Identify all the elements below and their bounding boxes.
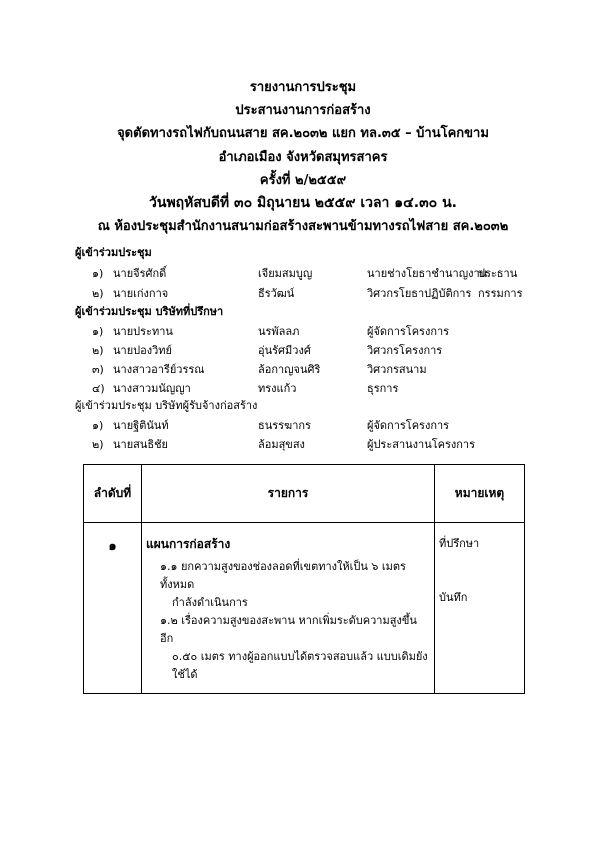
first-name: นายปองวิทย์ <box>113 344 172 357</box>
sub-item-2-text: ๑.๒ เรื่องความสูงของสะพาน หากเพิ่มระดับความสูงขึ้นอีก <box>160 614 417 645</box>
surname: เจียมสมบูญ <box>258 267 313 280</box>
header-order: ลำดับที่ <box>84 465 142 523</box>
position: วิศวกรสนาม <box>367 363 427 376</box>
note-consultant: ที่ปรึกษา <box>439 537 480 550</box>
consultant-heading: ผู้เข้าร่วมประชุม บริษัทที่ปรึกษา <box>75 305 224 318</box>
row-order: ๑ <box>84 523 142 694</box>
first-name: นายจีรศักดิ์ <box>113 267 167 280</box>
attendee-row <box>0 284 606 300</box>
surname: ทรงแก้ว <box>258 382 297 395</box>
position: นายช่างโยธาชำนาญงาน <box>367 267 488 280</box>
note-record: บันทึก <box>439 591 468 604</box>
first-name: นายเก่งกาจ <box>113 287 169 300</box>
position: ผู้จัดการโครงการ <box>367 325 450 338</box>
position: วิศวกรโครงการ <box>367 344 443 357</box>
position: ธุรการ <box>367 382 399 395</box>
row-number: ๒) <box>92 344 104 357</box>
first-name: นายประทาน <box>113 325 173 338</box>
sub-item-2-detail: ๐.๕๐ เมตร ทางผู้ออกแบบได้ตรวจสอบแล้ว แบบเดิมยังใช้ได้ <box>172 650 428 681</box>
consultant-row <box>0 360 606 376</box>
surname: ล้อกาญจนศิริ <box>258 363 321 376</box>
row-item-cell <box>142 523 435 694</box>
first-name: นายสนธิชัย <box>113 438 168 451</box>
position: ผู้จัดการโครงการ <box>367 419 450 432</box>
surname: ธนรรฆากร <box>258 419 311 432</box>
row-number: ๒) <box>92 287 104 300</box>
report-subtitle: ประสานงานการก่อสร้าง <box>235 103 371 118</box>
sub-item-1 <box>146 558 430 612</box>
row-number: ๑) <box>92 267 104 280</box>
project-location: จุดตัดทางรถไฟกับถนนสาย สค.๒๐๓๒ แยก ทล.๓๕ – บ้านโคกขาม <box>117 126 489 141</box>
surname: นรพัลลภ <box>258 325 300 338</box>
position: ผู้ประสานงานโครงการ <box>367 438 476 451</box>
contractor-row <box>0 435 606 451</box>
item-title: แผนการก่อสร้าง <box>146 537 231 551</box>
row-number: ๒) <box>92 438 104 451</box>
header-item: รายการ <box>142 465 435 523</box>
first-name: นางสาวมนัญญา <box>113 382 191 395</box>
agenda-table <box>83 464 525 694</box>
table-row <box>84 523 525 694</box>
table-header-row <box>84 465 525 523</box>
sub-item-1-text: ๑.๑ ยกความสูงของช่องลอดที่เขตทางให้เป็น ๖ เมตร ทั้งหมด <box>160 560 406 591</box>
header-note: หมายเหตุ <box>435 465 525 523</box>
sub-item-1-status: กำลังดำเนินการ <box>172 596 248 609</box>
role: กรรมการ <box>478 287 523 300</box>
meeting-venue: ณ ห้องประชุมสำนักงานสนามก่อสร้างสะพานข้ามทางรถไฟสาย สค.๒๐๓๒ <box>97 219 509 234</box>
surname: ธีรวัฒน์ <box>258 287 295 300</box>
meeting-date-time: วันพฤหัสบดีที่ ๓๐ มิถุนายน ๒๕๕๙ เวลา ๑๔.๓๐ น. <box>149 195 457 211</box>
surname: อุ่นรัศมีวงศ์ <box>258 344 311 357</box>
position: วิศวกรโยธาปฏิบัติการ <box>367 287 472 300</box>
row-number: ๑) <box>92 419 104 432</box>
row-number: ๔) <box>92 382 105 395</box>
consultant-row <box>0 341 606 357</box>
consultant-row <box>0 322 606 338</box>
attendees-heading: ผู้เข้าร่วมประชุม <box>75 246 152 259</box>
row-number: ๓) <box>92 363 104 376</box>
surname: ล้อมสุขสง <box>258 438 305 451</box>
consultant-row <box>0 379 606 395</box>
contractor-heading: ผู้เข้าร่วมประชุม บริษัทผู้รับจ้างก่อสร้าง <box>75 399 258 412</box>
district-province: อำเภอเมือง จังหวัดสมุทรสาคร <box>218 150 388 165</box>
attendee-row <box>0 264 606 280</box>
sub-item-2 <box>146 612 430 684</box>
role: ประธาน <box>478 267 518 280</box>
meeting-number: ครั้งที่ ๒/๒๕๕๙ <box>259 173 347 188</box>
first-name: นางสาวอารีย์วรรณ <box>113 363 205 376</box>
row-note-cell <box>435 523 525 694</box>
row-number: ๑) <box>92 325 104 338</box>
contractor-row <box>0 416 606 432</box>
report-title: รายงานการประชุม <box>249 80 357 95</box>
first-name: นายฐิตินันท์ <box>113 419 169 432</box>
